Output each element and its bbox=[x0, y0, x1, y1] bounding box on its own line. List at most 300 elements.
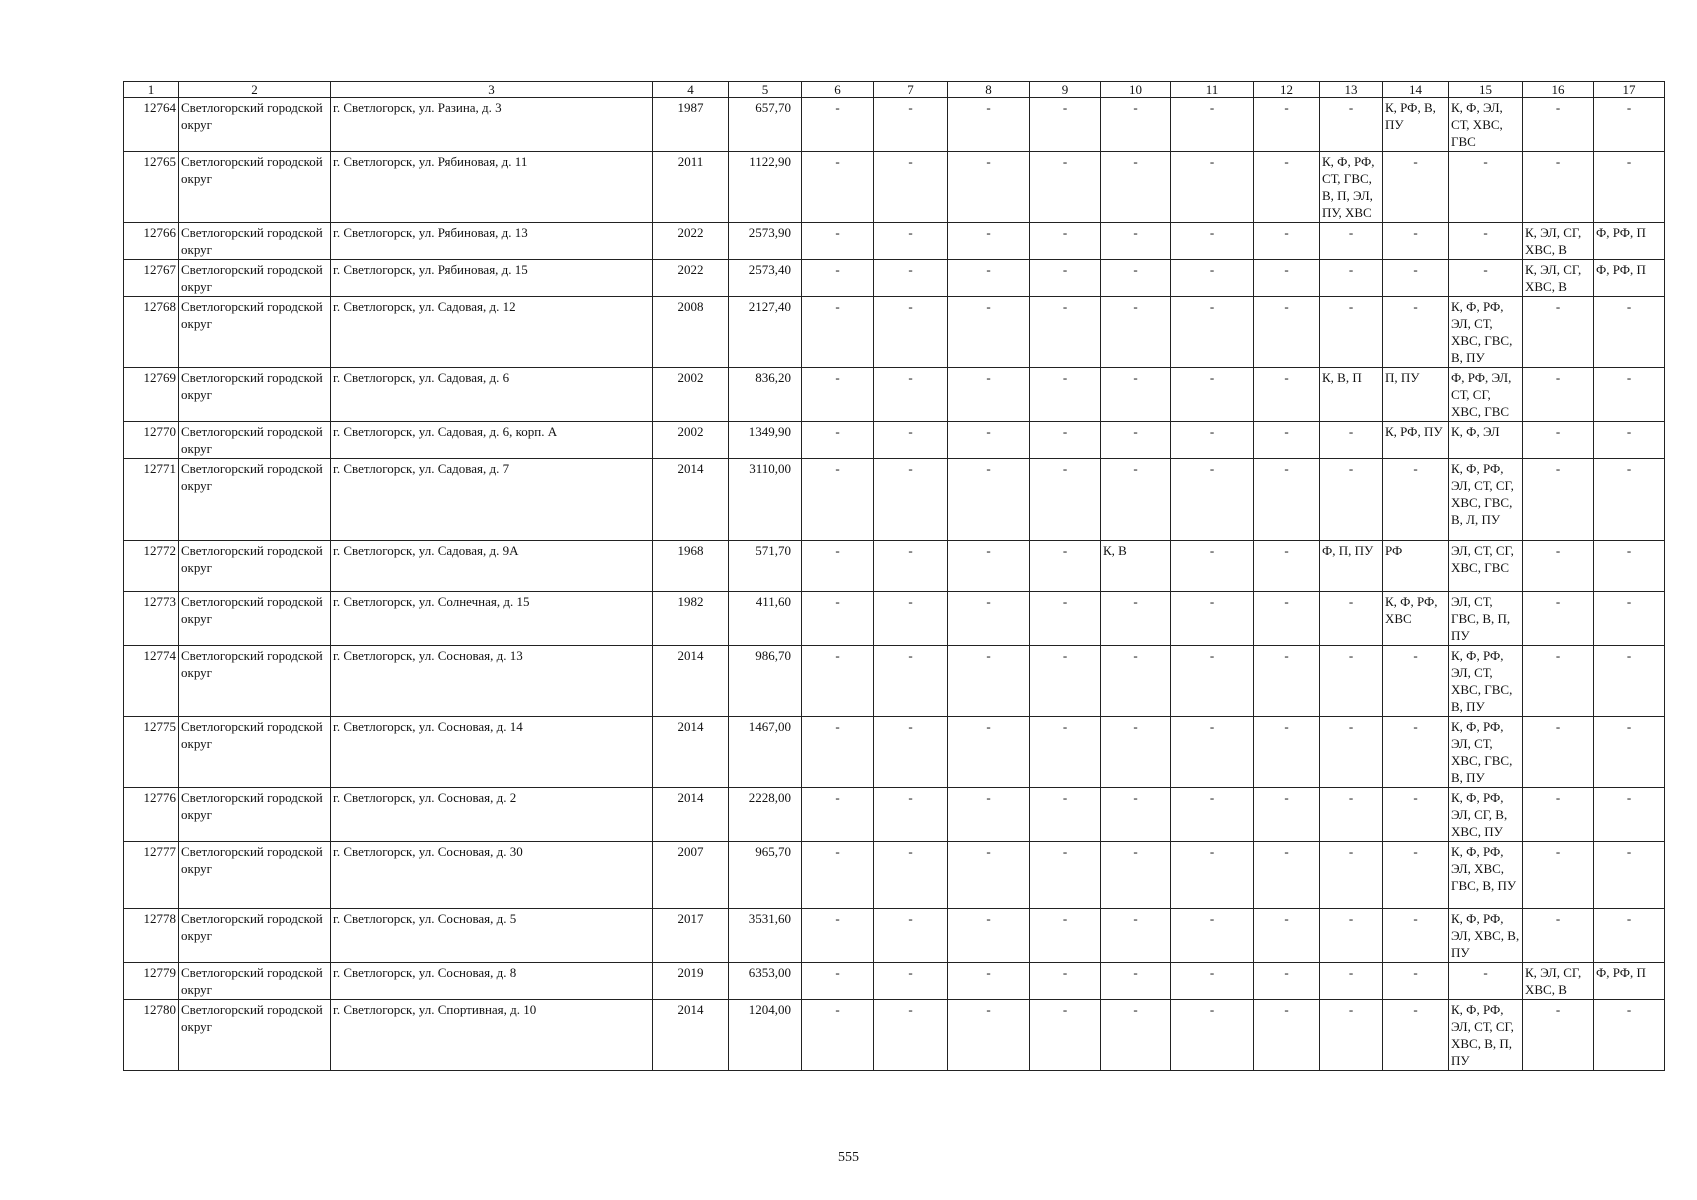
cell-col-3: г. Светлогорск, ул. Сосновая, д. 14 bbox=[331, 717, 653, 788]
cell-col-10: - bbox=[1101, 223, 1171, 260]
cell-col-12: - bbox=[1254, 788, 1320, 842]
page-number: 555 bbox=[838, 1150, 859, 1165]
cell-col-5: 2573,40 bbox=[729, 260, 802, 297]
cell-col-14: - bbox=[1383, 223, 1449, 260]
cell-col-2: Светлогорский городской округ bbox=[179, 963, 331, 1000]
table-row bbox=[124, 297, 1665, 368]
cell-col-7: - bbox=[874, 223, 948, 260]
cell-col-13: - bbox=[1320, 422, 1383, 459]
cell-col-15: ЭЛ, СТ, СГ, ХВС, ГВС bbox=[1449, 541, 1523, 592]
cell-col-3: г. Светлогорск, ул. Рябиновая, д. 13 bbox=[331, 223, 653, 260]
cell-col-3: г. Светлогорск, ул. Сосновая, д. 30 bbox=[331, 842, 653, 909]
cell-col-2: Светлогорский городской округ bbox=[179, 646, 331, 717]
cell-col-6: - bbox=[802, 297, 874, 368]
cell-col-13: - bbox=[1320, 646, 1383, 717]
cell-col-14: К, РФ, ПУ bbox=[1383, 422, 1449, 459]
cell-col-12: - bbox=[1254, 717, 1320, 788]
cell-col-15: К, Ф, РФ, ЭЛ, ХВС, В, ПУ bbox=[1449, 909, 1523, 963]
cell-col-17: - bbox=[1594, 98, 1665, 152]
cell-col-16: К, ЭЛ, СГ, ХВС, В bbox=[1523, 260, 1594, 297]
column-header-12: 12 bbox=[1254, 82, 1320, 98]
cell-col-12: - bbox=[1254, 592, 1320, 646]
cell-col-14: - bbox=[1383, 842, 1449, 909]
cell-col-2: Светлогорский городской округ bbox=[179, 909, 331, 963]
cell-col-1: 12773 bbox=[124, 592, 179, 646]
cell-col-9: - bbox=[1030, 592, 1101, 646]
cell-col-17: - bbox=[1594, 717, 1665, 788]
cell-col-11: - bbox=[1171, 717, 1254, 788]
cell-col-16: - bbox=[1523, 909, 1594, 963]
cell-col-8: - bbox=[948, 592, 1030, 646]
cell-col-17: - bbox=[1594, 1000, 1665, 1071]
cell-col-13: - bbox=[1320, 297, 1383, 368]
cell-col-12: - bbox=[1254, 909, 1320, 963]
cell-col-14: - bbox=[1383, 1000, 1449, 1071]
cell-col-6: - bbox=[802, 223, 874, 260]
cell-col-15: К, Ф, РФ, ЭЛ, СТ, СГ, ХВС, ГВС, В, Л, ПУ bbox=[1449, 459, 1523, 541]
column-header-8: 8 bbox=[948, 82, 1030, 98]
cell-col-1: 12772 bbox=[124, 541, 179, 592]
cell-col-1: 12770 bbox=[124, 422, 179, 459]
cell-col-8: - bbox=[948, 909, 1030, 963]
cell-col-3: г. Светлогорск, ул. Рябиновая, д. 11 bbox=[331, 152, 653, 223]
cell-col-10: - bbox=[1101, 260, 1171, 297]
table-header bbox=[124, 82, 1665, 98]
cell-col-15: К, Ф, РФ, ЭЛ, ХВС, ГВС, В, ПУ bbox=[1449, 842, 1523, 909]
cell-col-10: - bbox=[1101, 788, 1171, 842]
cell-col-9: - bbox=[1030, 152, 1101, 223]
table-body bbox=[124, 98, 1665, 1071]
cell-col-16: - bbox=[1523, 152, 1594, 223]
cell-col-8: - bbox=[948, 459, 1030, 541]
cell-col-8: - bbox=[948, 422, 1030, 459]
cell-col-11: - bbox=[1171, 646, 1254, 717]
cell-col-6: - bbox=[802, 1000, 874, 1071]
cell-col-12: - bbox=[1254, 1000, 1320, 1071]
cell-col-15: К, Ф, ЭЛ bbox=[1449, 422, 1523, 459]
cell-col-11: - bbox=[1171, 842, 1254, 909]
cell-col-1: 12768 bbox=[124, 297, 179, 368]
cell-col-7: - bbox=[874, 788, 948, 842]
cell-col-5: 2228,00 bbox=[729, 788, 802, 842]
cell-col-9: - bbox=[1030, 842, 1101, 909]
cell-col-12: - bbox=[1254, 646, 1320, 717]
cell-col-8: - bbox=[948, 963, 1030, 1000]
cell-col-8: - bbox=[948, 297, 1030, 368]
cell-col-12: - bbox=[1254, 260, 1320, 297]
table-row bbox=[124, 1000, 1665, 1071]
cell-col-17: - bbox=[1594, 297, 1665, 368]
column-header-6: 6 bbox=[802, 82, 874, 98]
cell-col-1: 12765 bbox=[124, 152, 179, 223]
cell-col-3: г. Светлогорск, ул. Садовая, д. 9А bbox=[331, 541, 653, 592]
cell-col-3: г. Светлогорск, ул. Солнечная, д. 15 bbox=[331, 592, 653, 646]
cell-col-12: - bbox=[1254, 152, 1320, 223]
cell-col-8: - bbox=[948, 368, 1030, 422]
cell-col-1: 12764 bbox=[124, 98, 179, 152]
cell-col-3: г. Светлогорск, ул. Разина, д. 3 bbox=[331, 98, 653, 152]
table-row bbox=[124, 963, 1665, 1000]
cell-col-17: - bbox=[1594, 459, 1665, 541]
cell-col-12: - bbox=[1254, 963, 1320, 1000]
cell-col-15: К, Ф, РФ, ЭЛ, СГ, В, ХВС, ПУ bbox=[1449, 788, 1523, 842]
cell-col-4: 2019 bbox=[653, 963, 729, 1000]
cell-col-7: - bbox=[874, 646, 948, 717]
cell-col-9: - bbox=[1030, 297, 1101, 368]
cell-col-1: 12780 bbox=[124, 1000, 179, 1071]
cell-col-3: г. Светлогорск, ул. Садовая, д. 6 bbox=[331, 368, 653, 422]
cell-col-16: - bbox=[1523, 98, 1594, 152]
cell-col-4: 2014 bbox=[653, 788, 729, 842]
cell-col-1: 12778 bbox=[124, 909, 179, 963]
cell-col-14: РФ bbox=[1383, 541, 1449, 592]
cell-col-10: - bbox=[1101, 297, 1171, 368]
cell-col-14: К, Ф, РФ, ХВС bbox=[1383, 592, 1449, 646]
cell-col-11: - bbox=[1171, 909, 1254, 963]
column-header-14: 14 bbox=[1383, 82, 1449, 98]
cell-col-3: г. Светлогорск, ул. Сосновая, д. 13 bbox=[331, 646, 653, 717]
column-header-9: 9 bbox=[1030, 82, 1101, 98]
cell-col-4: 2014 bbox=[653, 646, 729, 717]
cell-col-13: - bbox=[1320, 717, 1383, 788]
cell-col-6: - bbox=[802, 963, 874, 1000]
cell-col-8: - bbox=[948, 646, 1030, 717]
cell-col-2: Светлогорский городской округ bbox=[179, 368, 331, 422]
cell-col-1: 12769 bbox=[124, 368, 179, 422]
cell-col-16: - bbox=[1523, 842, 1594, 909]
cell-col-16: - bbox=[1523, 541, 1594, 592]
cell-col-12: - bbox=[1254, 297, 1320, 368]
cell-col-2: Светлогорский городской округ bbox=[179, 717, 331, 788]
table-row bbox=[124, 459, 1665, 541]
cell-col-11: - bbox=[1171, 541, 1254, 592]
cell-col-5: 1467,00 bbox=[729, 717, 802, 788]
cell-col-5: 1122,90 bbox=[729, 152, 802, 223]
table-row bbox=[124, 717, 1665, 788]
cell-col-2: Светлогорский городской округ bbox=[179, 223, 331, 260]
cell-col-6: - bbox=[802, 541, 874, 592]
cell-col-11: - bbox=[1171, 368, 1254, 422]
cell-col-16: К, ЭЛ, СГ, ХВС, В bbox=[1523, 963, 1594, 1000]
cell-col-3: г. Светлогорск, ул. Садовая, д. 6, корп. А bbox=[331, 422, 653, 459]
cell-col-15: Ф, РФ, ЭЛ, СТ, СГ, ХВС, ГВС bbox=[1449, 368, 1523, 422]
cell-col-9: - bbox=[1030, 963, 1101, 1000]
cell-col-2: Светлогорский городской округ bbox=[179, 152, 331, 223]
cell-col-7: - bbox=[874, 152, 948, 223]
cell-col-14: - bbox=[1383, 297, 1449, 368]
cell-col-17: - bbox=[1594, 422, 1665, 459]
cell-col-6: - bbox=[802, 592, 874, 646]
cell-col-14: - bbox=[1383, 788, 1449, 842]
cell-col-13: - bbox=[1320, 963, 1383, 1000]
cell-col-7: - bbox=[874, 963, 948, 1000]
cell-col-4: 2014 bbox=[653, 1000, 729, 1071]
cell-col-14: - bbox=[1383, 646, 1449, 717]
cell-col-11: - bbox=[1171, 98, 1254, 152]
cell-col-12: - bbox=[1254, 223, 1320, 260]
cell-col-2: Светлогорский городской округ bbox=[179, 459, 331, 541]
table-row bbox=[124, 422, 1665, 459]
cell-col-13: - bbox=[1320, 788, 1383, 842]
cell-col-16: - bbox=[1523, 646, 1594, 717]
cell-col-17: - bbox=[1594, 909, 1665, 963]
cell-col-1: 12777 bbox=[124, 842, 179, 909]
cell-col-16: К, ЭЛ, СГ, ХВС, В bbox=[1523, 223, 1594, 260]
cell-col-9: - bbox=[1030, 368, 1101, 422]
cell-col-5: 6353,00 bbox=[729, 963, 802, 1000]
cell-col-10: - bbox=[1101, 368, 1171, 422]
cell-col-5: 836,20 bbox=[729, 368, 802, 422]
column-header-1: 1 bbox=[124, 82, 179, 98]
cell-col-8: - bbox=[948, 152, 1030, 223]
cell-col-17: - bbox=[1594, 842, 1665, 909]
cell-col-5: 2573,90 bbox=[729, 223, 802, 260]
column-header-7: 7 bbox=[874, 82, 948, 98]
cell-col-14: - bbox=[1383, 152, 1449, 223]
cell-col-1: 12767 bbox=[124, 260, 179, 297]
column-header-11: 11 bbox=[1171, 82, 1254, 98]
cell-col-13: - bbox=[1320, 1000, 1383, 1071]
cell-col-14: - bbox=[1383, 909, 1449, 963]
cell-col-11: - bbox=[1171, 152, 1254, 223]
cell-col-7: - bbox=[874, 422, 948, 459]
cell-col-5: 986,70 bbox=[729, 646, 802, 717]
cell-col-12: - bbox=[1254, 368, 1320, 422]
cell-col-1: 12779 bbox=[124, 963, 179, 1000]
cell-col-6: - bbox=[802, 909, 874, 963]
cell-col-9: - bbox=[1030, 541, 1101, 592]
cell-col-6: - bbox=[802, 368, 874, 422]
table-row bbox=[124, 260, 1665, 297]
table-row bbox=[124, 541, 1665, 592]
cell-col-7: - bbox=[874, 368, 948, 422]
cell-col-5: 3110,00 bbox=[729, 459, 802, 541]
cell-col-4: 1982 bbox=[653, 592, 729, 646]
cell-col-1: 12775 bbox=[124, 717, 179, 788]
cell-col-8: - bbox=[948, 98, 1030, 152]
cell-col-16: - bbox=[1523, 1000, 1594, 1071]
cell-col-8: - bbox=[948, 717, 1030, 788]
cell-col-13: - bbox=[1320, 909, 1383, 963]
column-header-5: 5 bbox=[729, 82, 802, 98]
cell-col-3: г. Светлогорск, ул. Садовая, д. 7 bbox=[331, 459, 653, 541]
cell-col-15: К, Ф, ЭЛ, СТ, ХВС, ГВС bbox=[1449, 98, 1523, 152]
cell-col-9: - bbox=[1030, 459, 1101, 541]
cell-col-13: - bbox=[1320, 459, 1383, 541]
cell-col-10: - bbox=[1101, 963, 1171, 1000]
cell-col-15: К, Ф, РФ, ЭЛ, СТ, ХВС, ГВС, В, ПУ bbox=[1449, 646, 1523, 717]
cell-col-4: 2011 bbox=[653, 152, 729, 223]
cell-col-10: К, В bbox=[1101, 541, 1171, 592]
cell-col-2: Светлогорский городской округ bbox=[179, 260, 331, 297]
cell-col-4: 2002 bbox=[653, 368, 729, 422]
cell-col-9: - bbox=[1030, 260, 1101, 297]
cell-col-4: 2017 bbox=[653, 909, 729, 963]
cell-col-2: Светлогорский городской округ bbox=[179, 842, 331, 909]
cell-col-5: 1204,00 bbox=[729, 1000, 802, 1071]
cell-col-16: - bbox=[1523, 297, 1594, 368]
cell-col-4: 2008 bbox=[653, 297, 729, 368]
cell-col-2: Светлогорский городской округ bbox=[179, 297, 331, 368]
cell-col-17: Ф, РФ, П bbox=[1594, 223, 1665, 260]
cell-col-5: 2127,40 bbox=[729, 297, 802, 368]
cell-col-4: 2007 bbox=[653, 842, 729, 909]
cell-col-8: - bbox=[948, 260, 1030, 297]
cell-col-6: - bbox=[802, 459, 874, 541]
cell-col-16: - bbox=[1523, 459, 1594, 541]
table-row bbox=[124, 909, 1665, 963]
cell-col-11: - bbox=[1171, 963, 1254, 1000]
cell-col-16: - bbox=[1523, 717, 1594, 788]
cell-col-4: 1968 bbox=[653, 541, 729, 592]
cell-col-13: - bbox=[1320, 592, 1383, 646]
table-row bbox=[124, 646, 1665, 717]
cell-col-12: - bbox=[1254, 842, 1320, 909]
cell-col-11: - bbox=[1171, 1000, 1254, 1071]
cell-col-12: - bbox=[1254, 541, 1320, 592]
cell-col-13: К, В, П bbox=[1320, 368, 1383, 422]
cell-col-9: - bbox=[1030, 646, 1101, 717]
cell-col-8: - bbox=[948, 223, 1030, 260]
housing-register-table bbox=[123, 81, 1665, 1071]
cell-col-11: - bbox=[1171, 459, 1254, 541]
cell-col-7: - bbox=[874, 842, 948, 909]
cell-col-11: - bbox=[1171, 592, 1254, 646]
cell-col-9: - bbox=[1030, 788, 1101, 842]
cell-col-5: 3531,60 bbox=[729, 909, 802, 963]
cell-col-15: - bbox=[1449, 223, 1523, 260]
cell-col-9: - bbox=[1030, 422, 1101, 459]
cell-col-5: 1349,90 bbox=[729, 422, 802, 459]
cell-col-1: 12771 bbox=[124, 459, 179, 541]
cell-col-17: Ф, РФ, П bbox=[1594, 260, 1665, 297]
cell-col-3: г. Светлогорск, ул. Рябиновая, д. 15 bbox=[331, 260, 653, 297]
cell-col-14: - bbox=[1383, 260, 1449, 297]
column-header-16: 16 bbox=[1523, 82, 1594, 98]
cell-col-11: - bbox=[1171, 297, 1254, 368]
cell-col-1: 12776 bbox=[124, 788, 179, 842]
cell-col-13: Ф, П, ПУ bbox=[1320, 541, 1383, 592]
table-row bbox=[124, 842, 1665, 909]
cell-col-10: - bbox=[1101, 1000, 1171, 1071]
cell-col-7: - bbox=[874, 541, 948, 592]
cell-col-16: - bbox=[1523, 368, 1594, 422]
cell-col-11: - bbox=[1171, 788, 1254, 842]
column-header-13: 13 bbox=[1320, 82, 1383, 98]
cell-col-4: 2022 bbox=[653, 223, 729, 260]
cell-col-11: - bbox=[1171, 260, 1254, 297]
cell-col-8: - bbox=[948, 541, 1030, 592]
cell-col-16: - bbox=[1523, 422, 1594, 459]
cell-col-10: - bbox=[1101, 422, 1171, 459]
cell-col-8: - bbox=[948, 788, 1030, 842]
cell-col-3: г. Светлогорск, ул. Садовая, д. 12 bbox=[331, 297, 653, 368]
cell-col-17: - bbox=[1594, 646, 1665, 717]
cell-col-2: Светлогорский городской округ bbox=[179, 98, 331, 152]
table-row bbox=[124, 98, 1665, 152]
cell-col-4: 2014 bbox=[653, 459, 729, 541]
cell-col-10: - bbox=[1101, 592, 1171, 646]
cell-col-7: - bbox=[874, 1000, 948, 1071]
column-header-10: 10 bbox=[1101, 82, 1171, 98]
cell-col-10: - bbox=[1101, 842, 1171, 909]
cell-col-2: Светлогорский городской округ bbox=[179, 422, 331, 459]
cell-col-11: - bbox=[1171, 223, 1254, 260]
cell-col-3: г. Светлогорск, ул. Сосновая, д. 5 bbox=[331, 909, 653, 963]
table-row bbox=[124, 368, 1665, 422]
cell-col-15: ЭЛ, СТ, ГВС, В, П, ПУ bbox=[1449, 592, 1523, 646]
cell-col-7: - bbox=[874, 909, 948, 963]
cell-col-10: - bbox=[1101, 459, 1171, 541]
cell-col-14: - bbox=[1383, 717, 1449, 788]
cell-col-4: 2022 bbox=[653, 260, 729, 297]
cell-col-9: - bbox=[1030, 1000, 1101, 1071]
cell-col-6: - bbox=[802, 717, 874, 788]
cell-col-16: - bbox=[1523, 788, 1594, 842]
cell-col-17: Ф, РФ, П bbox=[1594, 963, 1665, 1000]
cell-col-12: - bbox=[1254, 98, 1320, 152]
cell-col-3: г. Светлогорск, ул. Сосновая, д. 2 bbox=[331, 788, 653, 842]
cell-col-6: - bbox=[802, 842, 874, 909]
cell-col-15: - bbox=[1449, 260, 1523, 297]
cell-col-15: К, Ф, РФ, ЭЛ, СТ, ХВС, ГВС, В, ПУ bbox=[1449, 717, 1523, 788]
cell-col-6: - bbox=[802, 260, 874, 297]
cell-col-8: - bbox=[948, 1000, 1030, 1071]
cell-col-9: - bbox=[1030, 223, 1101, 260]
cell-col-6: - bbox=[802, 422, 874, 459]
cell-col-17: - bbox=[1594, 368, 1665, 422]
cell-col-17: - bbox=[1594, 541, 1665, 592]
cell-col-13: - bbox=[1320, 98, 1383, 152]
cell-col-16: - bbox=[1523, 592, 1594, 646]
cell-col-6: - bbox=[802, 152, 874, 223]
cell-col-1: 12774 bbox=[124, 646, 179, 717]
cell-col-7: - bbox=[874, 592, 948, 646]
cell-col-14: - bbox=[1383, 963, 1449, 1000]
cell-col-10: - bbox=[1101, 909, 1171, 963]
cell-col-9: - bbox=[1030, 98, 1101, 152]
cell-col-5: 411,60 bbox=[729, 592, 802, 646]
column-header-2: 2 bbox=[179, 82, 331, 98]
cell-col-14: - bbox=[1383, 459, 1449, 541]
cell-col-7: - bbox=[874, 260, 948, 297]
cell-col-2: Светлогорский городской округ bbox=[179, 541, 331, 592]
cell-col-4: 2014 bbox=[653, 717, 729, 788]
cell-col-15: - bbox=[1449, 152, 1523, 223]
table-row bbox=[124, 592, 1665, 646]
column-header-3: 3 bbox=[331, 82, 653, 98]
cell-col-4: 2002 bbox=[653, 422, 729, 459]
cell-col-3: г. Светлогорск, ул. Спортивная, д. 10 bbox=[331, 1000, 653, 1071]
cell-col-11: - bbox=[1171, 422, 1254, 459]
cell-col-2: Светлогорский городской округ bbox=[179, 592, 331, 646]
cell-col-2: Светлогорский городской округ bbox=[179, 788, 331, 842]
cell-col-7: - bbox=[874, 98, 948, 152]
column-header-17: 17 bbox=[1594, 82, 1665, 98]
cell-col-7: - bbox=[874, 717, 948, 788]
cell-col-14: К, РФ, В, ПУ bbox=[1383, 98, 1449, 152]
cell-col-5: 657,70 bbox=[729, 98, 802, 152]
column-header-15: 15 bbox=[1449, 82, 1523, 98]
table-row bbox=[124, 788, 1665, 842]
cell-col-10: - bbox=[1101, 98, 1171, 152]
cell-col-7: - bbox=[874, 459, 948, 541]
cell-col-17: - bbox=[1594, 788, 1665, 842]
table-row bbox=[124, 223, 1665, 260]
cell-col-13: - bbox=[1320, 260, 1383, 297]
cell-col-8: - bbox=[948, 842, 1030, 909]
cell-col-17: - bbox=[1594, 592, 1665, 646]
